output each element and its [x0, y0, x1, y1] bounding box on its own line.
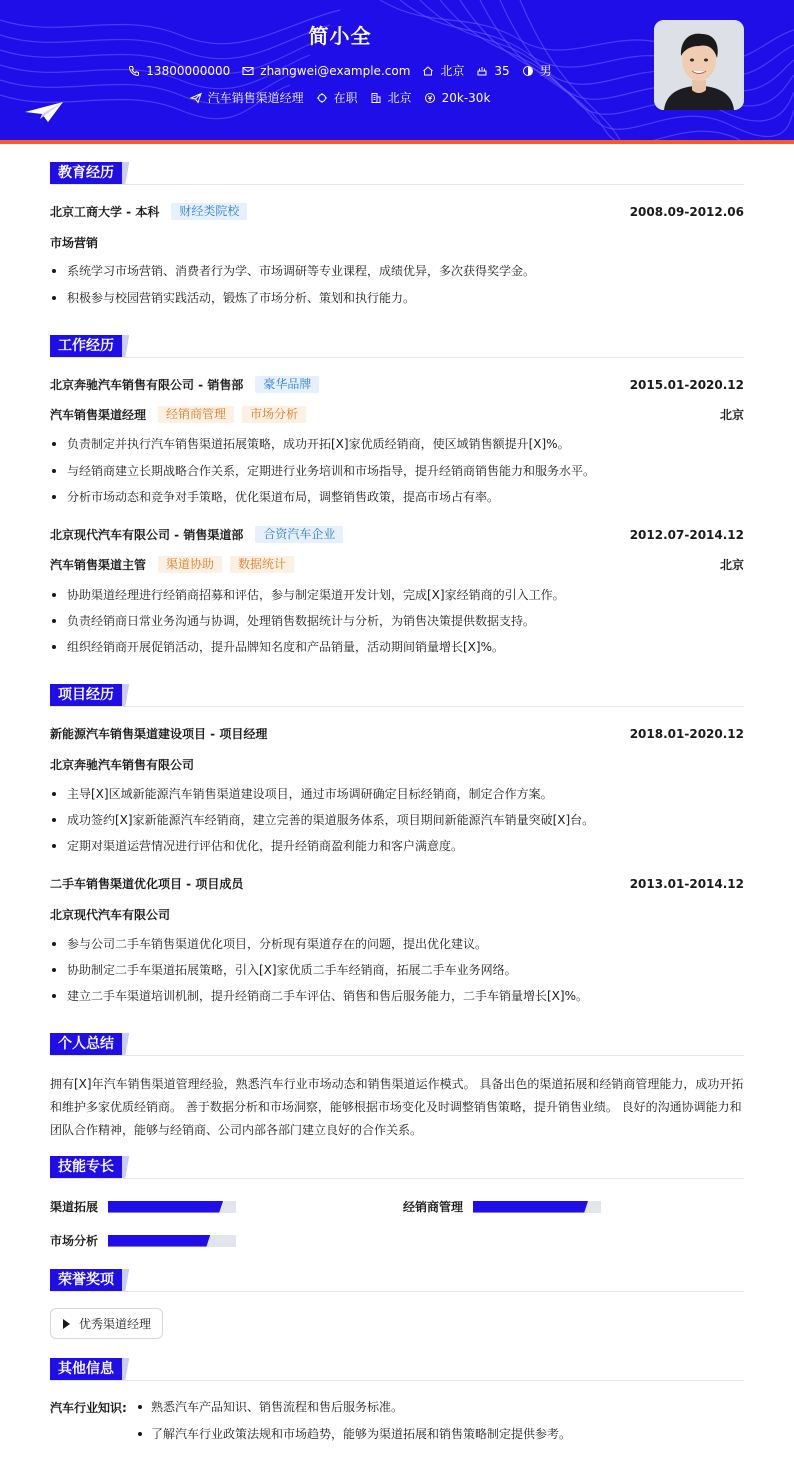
section-title-label: 荣誉奖项: [50, 1269, 122, 1291]
title-tail: [122, 335, 136, 357]
skill-bar-fill: [108, 1201, 223, 1213]
skill-bar-fill: [108, 1235, 210, 1247]
resume-header: [0, 0, 794, 140]
project-header: [50, 875, 744, 892]
section-divider: [50, 706, 744, 707]
mail-icon: [242, 65, 254, 77]
skill-bar: [108, 1235, 236, 1247]
education-major: 市场营销: [50, 236, 99, 250]
section-title-label: 其他信息: [50, 1358, 122, 1380]
email-text: zhangwei@example.com: [260, 63, 411, 78]
building-icon: [370, 92, 382, 104]
gender-item: [522, 62, 552, 79]
section-title-label: 项目经历: [50, 684, 122, 706]
home-icon: [422, 65, 434, 77]
section-title-work: [50, 335, 136, 357]
list-item: 协助制定二手车渠道拓展策略，引入[X]家优质二手车经销商，拓展二手车业务网络。: [50, 962, 744, 978]
list-item: 定期对渠道运营情况进行评估和优化，提升经销商盈利能力和客户满意度。: [50, 838, 744, 854]
list-item: 组织经销商开展促销活动，提升品牌知名度和产品销量，活动期间销量增长[X]%。: [50, 639, 744, 655]
skill-item: [50, 1232, 236, 1249]
city-item: [422, 62, 464, 79]
section-divider: [50, 357, 744, 358]
award-name: 优秀渠道经理: [79, 1317, 152, 1331]
project-org: 北京奔驰汽车销售有限公司: [50, 758, 195, 772]
list-item: 分析市场动态和竞争对手策略，优化渠道布局，调整销售政策，提高市场占有率。: [50, 489, 744, 505]
title-tail: [122, 684, 136, 706]
skill-bar: [473, 1201, 601, 1213]
triangle-right-icon: [63, 1319, 70, 1329]
phone-text: 13800000000: [146, 63, 231, 78]
avatar-photo: [654, 20, 744, 110]
work-role: 汽车销售渠道经理: [50, 408, 147, 422]
list-item: 系统学习市场营销、消费者行为学、市场调研等专业课程，成绩优异，多次获得奖学金。: [50, 263, 744, 279]
status-icon: [316, 92, 328, 104]
skill-name: 经销商管理: [403, 1200, 464, 1214]
section-title-skills: [50, 1156, 136, 1178]
age-item: [476, 64, 509, 78]
role-tag: 市场分析: [242, 406, 306, 423]
work-role-row: [50, 556, 744, 573]
section-divider: [50, 1291, 744, 1292]
status-text: 在职: [333, 91, 358, 105]
work-role-row: [50, 406, 744, 423]
title-tail: [122, 1156, 136, 1178]
section-divider: [50, 184, 744, 185]
work-role: 汽车销售渠道主管: [50, 558, 147, 572]
project-header: [50, 725, 744, 742]
title-tail: [122, 1033, 136, 1055]
salary-text: 20k-30k: [441, 90, 491, 105]
title-tail: [122, 1269, 136, 1291]
education-school: 北京工商大学 - 本科: [50, 205, 160, 219]
send-icon: [190, 92, 202, 104]
section-title-label: 工作经历: [50, 335, 122, 357]
school-tag: 财经类院校: [171, 203, 247, 220]
work-period: 2015.01-2020.12: [629, 377, 744, 392]
skill-name: 渠道拓展: [50, 1200, 99, 1214]
phone-item: [128, 64, 230, 78]
education-period: 2008.09-2012.06: [629, 204, 744, 219]
list-item: 熟悉汽车产品知识、销售流程和售后服务标准。: [136, 1399, 403, 1415]
section-title-label: 个人总结: [50, 1033, 122, 1055]
list-item: 与经销商建立长期战略合作关系，定期进行业务培训和市场指导，提升经销商销售能力和服务水平。: [50, 463, 744, 479]
target-city-item: [370, 89, 412, 106]
work-company: 北京奔驰汽车销售有限公司 - 销售部: [50, 378, 244, 392]
work-city: 北京: [719, 408, 744, 422]
section-title-awards: [50, 1269, 136, 1291]
section-divider: [50, 1380, 744, 1381]
section-title-summary: [50, 1033, 136, 1055]
list-item: 积极参与校园营销实践活动，锻炼了市场分析、策划和执行能力。: [50, 290, 744, 306]
skill-bar-fill: [473, 1201, 588, 1213]
award-item: [50, 1308, 163, 1339]
age-text: 35: [494, 63, 510, 78]
summary-text: 拥有[X]年汽车销售渠道管理经验，熟悉汽车行业市场动态和销售渠道运作模式。 具备出色的渠道拓展和经销商管理能力，成功开拓和维护多家优质经销商。 善于数据分析和市场洞察，能够根据市场变化及时调整销售策略，提升销售业绩。 良好的沟通协调能力和团队合作精神，能够与经销商、公司内部各部门建立良好的合作关系。: [50, 1077, 744, 1137]
paper-plane-icon: [24, 100, 64, 124]
section-title-label: 教育经历: [50, 162, 122, 184]
list-item: 协助渠道经理进行经销商招募和评估，参与制定渠道开发计划，完成[X]家经销商的引入工作。: [50, 587, 744, 603]
project-org-row: [50, 906, 744, 923]
section-title-education: [50, 162, 136, 184]
education-header: [50, 203, 744, 220]
skill-bar: [108, 1201, 236, 1213]
status-item: [316, 89, 358, 106]
list-item: 负责制定并执行汽车销售渠道拓展策略，成功开拓[X]家优质经销商，使区域销售额提升[X]%。: [50, 436, 744, 452]
gender-icon: [522, 65, 534, 77]
skill-item: [403, 1198, 601, 1215]
role-tag: 渠道协助: [158, 556, 222, 573]
project-name: 二手车销售渠道优化项目 - 项目成员: [50, 877, 244, 891]
work-city: 北京: [719, 558, 744, 572]
list-item: 负责经销商日常业务沟通与协调，处理销售数据统计与分析，为销售决策提供数据支持。: [50, 613, 744, 629]
role-tag: 数据统计: [230, 556, 294, 573]
other-label: 汽车行业知识:: [50, 1401, 127, 1415]
role-tag: 经销商管理: [158, 406, 234, 423]
candidate-name: 简小全: [308, 24, 372, 48]
project-org-row: [50, 756, 744, 773]
project-org: 北京现代汽车有限公司: [50, 908, 171, 922]
contact-row: [0, 62, 680, 79]
work-header: [50, 526, 744, 543]
phone-icon: [128, 65, 140, 77]
section-title-other: [50, 1358, 136, 1380]
project-period: 2013.01-2014.12: [629, 876, 744, 891]
education-major-row: [50, 234, 744, 251]
header-accent-bar: [0, 140, 794, 144]
list-item: 了解汽车行业政策法规和市场趋势，能够为渠道拓展和销售策略制定提供参考。: [136, 1426, 571, 1442]
work-company: 北京现代汽车有限公司 - 销售渠道部: [50, 528, 244, 542]
section-divider: [50, 1178, 744, 1179]
list-item: 参与公司二手车销售渠道优化项目，分析现有渠道存在的问题，提出优化建议。: [50, 936, 744, 952]
city-text: 北京: [440, 64, 465, 78]
money-icon: [424, 92, 436, 104]
gender-text: 男: [539, 64, 552, 78]
title-tail: [122, 162, 136, 184]
work-header: [50, 376, 744, 393]
cake-icon: [476, 65, 488, 77]
target-job-item: [190, 89, 304, 106]
avatar: [654, 20, 744, 110]
section-title-label: 技能专长: [50, 1156, 122, 1178]
section-title-projects: [50, 684, 136, 706]
list-item: 建立二手车渠道培训机制，提升经销商二手车评估、销售和售后服务能力，二手车销量增长[X]%。: [50, 988, 744, 1004]
work-period: 2012.07-2014.12: [629, 527, 744, 542]
target-job-text: 汽车销售渠道经理: [207, 91, 304, 105]
skill-name: 市场分析: [50, 1234, 99, 1248]
list-item: 主导[X]区域新能源汽车销售渠道建设项目，通过市场调研确定目标经销商，制定合作方案。: [50, 786, 744, 802]
intention-row: [0, 89, 680, 106]
salary-item: [424, 91, 491, 105]
email-item: [242, 64, 410, 78]
section-divider: [50, 1055, 744, 1056]
project-name: 新能源汽车销售渠道建设项目 - 项目经理: [50, 727, 268, 741]
company-tag: 豪华品牌: [255, 376, 319, 393]
title-tail: [122, 1358, 136, 1380]
project-period: 2018.01-2020.12: [629, 726, 744, 741]
company-tag: 合资汽车企业: [255, 526, 343, 543]
list-item: 成功签约[X]家新能源汽车经销商，建立完善的渠道服务体系，项目期间新能源汽车销量突破[X]台。: [50, 812, 744, 828]
target-city-text: 北京: [387, 91, 412, 105]
skill-item: [50, 1198, 236, 1215]
